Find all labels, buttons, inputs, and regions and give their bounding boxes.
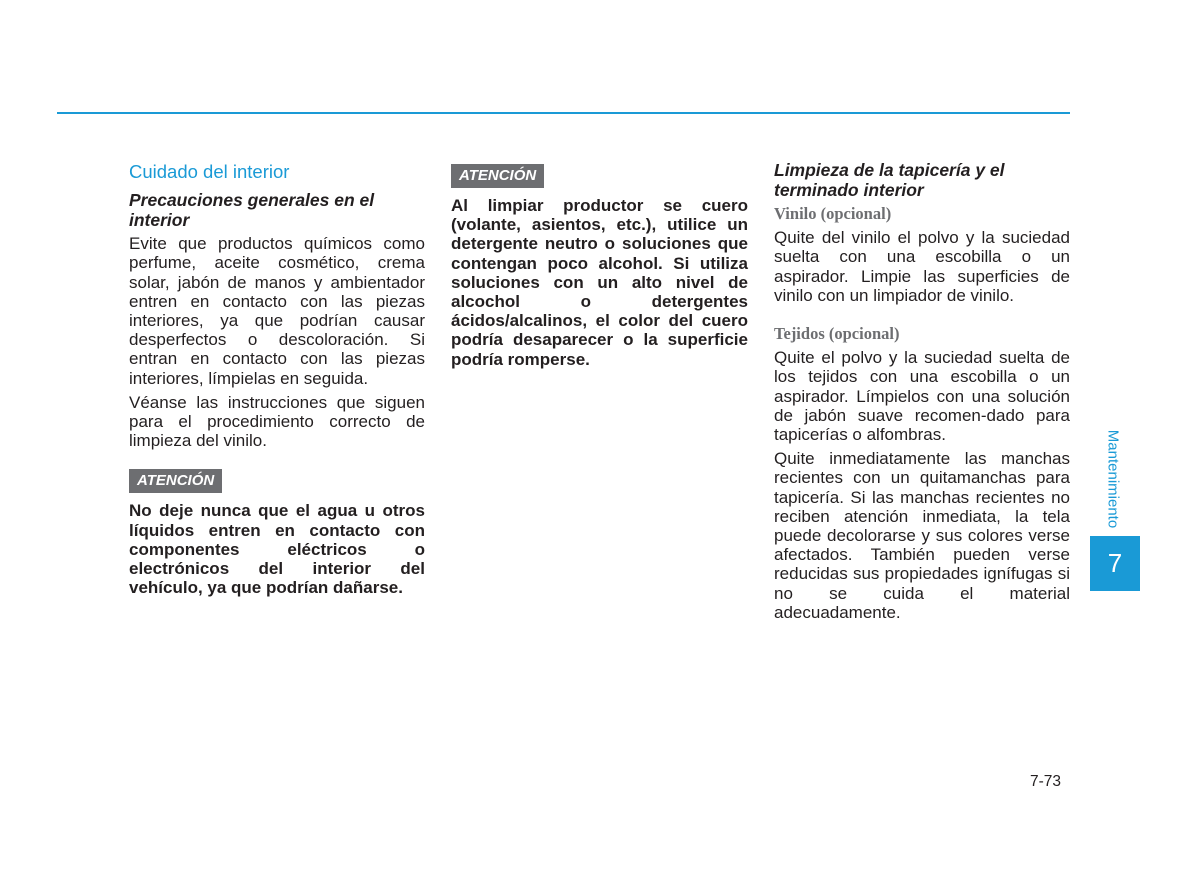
body-paragraph: Véanse las instrucciones que siguen para el procedimiento correcto de limpieza del vinilo. (129, 392, 425, 451)
column-left (129, 160, 425, 602)
fabric-heading: Tejidos (opcional) (774, 324, 900, 344)
body-paragraph: Evite que productos químicos como perfume, aceite cosmético, crema solar, jabón de manos y ambientador entren en contacto con las piezas interiores, ya que podrían causar desperfectos o descoloración. Si entran en contacto con las piezas interiores, límpielas en seguida. (129, 234, 425, 388)
column-right (774, 160, 1070, 627)
body-paragraph: Quite inmediatamente las manchas recientes con un quitamanchas para tapicería. Si las manchas recientes no reciben atención inmediata, la tela puede decolorarse y sus colores verse afectados. También pueden verse reducidas sus propiedades ignífugas si no se cuida el material adecuadamente. (774, 449, 1070, 622)
warning-badge: ATENCIÓN (129, 469, 222, 493)
subsection-heading: Precauciones generales en el interior (129, 190, 375, 231)
column-middle (451, 164, 748, 374)
warning-text: No deje nunca que el agua u otros líquidos entren en contacto con componentes eléctricos o electrónicos del interior del vehículo, ya que podrían dañarse. (129, 501, 425, 598)
chapter-tab: 7 (1090, 536, 1140, 591)
warning-text: Al limpiar productor se cuero (volante, asientos, etc.), utilice un detergente neutro o soluciones que contengan poco alcohol. Si utiliza soluciones con un alto nivel de alcochol o detergentes ácidos/alcalinos, el color del cuero podría desaparecer o la superficie podría romperse. (451, 196, 748, 369)
vinyl-heading: Vinilo (opcional) (774, 204, 892, 223)
body-paragraph: Quite el polvo y la suciedad suelta de los tejidos con una escobilla o un aspirador. Límpielos con una solución de jabón suave recomen-dado para tapicerías o alfombras. (774, 348, 1070, 445)
page-number: 7-73 (1030, 773, 1062, 790)
body-paragraph: Quite del vinilo el polvo y la suciedad suelta con una escobilla o un aspirador. Limpie las superficies de vinilo con un limpiador de vinilo. (774, 228, 1070, 305)
subsection-heading: Limpieza de la tapicería y el terminado interior (774, 160, 1005, 200)
chapter-side-label (1103, 423, 1123, 535)
section-title: Cuidado del interior (129, 161, 290, 182)
header-rule (57, 112, 1070, 114)
chapter-name: Mantenimiento (1104, 429, 1122, 529)
warning-badge: ATENCIÓN (451, 164, 544, 188)
